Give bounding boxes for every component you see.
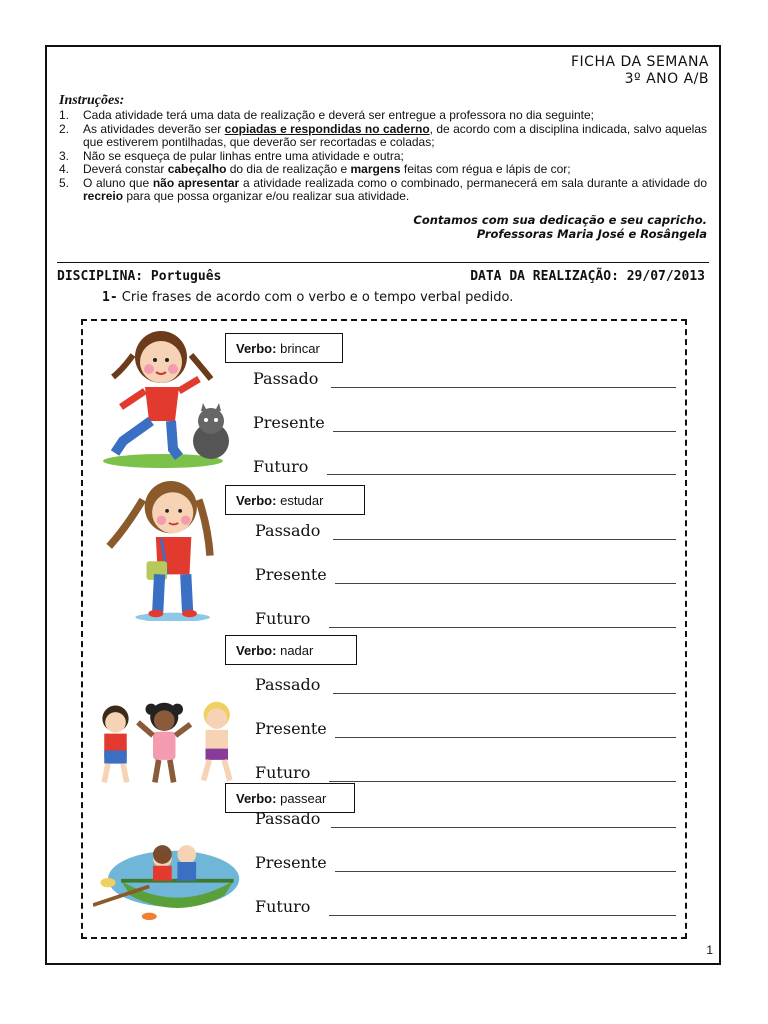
verb-value: brincar bbox=[280, 341, 320, 356]
instruction-text: para que possa organizar e/ou realizar sua atividade. bbox=[123, 189, 410, 203]
instruction-number: 4. bbox=[59, 162, 70, 176]
verb-label: Verbo: bbox=[236, 643, 277, 658]
instruction-text: Cada atividade terá uma data de realização e deverá ser entregue a professora no dia seguinte; bbox=[83, 108, 594, 122]
instruction-text: feitas com régua e lápis de cor; bbox=[400, 162, 571, 176]
instruction-text: do dia de realização e bbox=[226, 162, 351, 176]
tense-future-label: Futuro bbox=[255, 609, 311, 628]
discipline-label: DISCIPLINA: Português bbox=[57, 269, 222, 284]
tense-past-label: Passado bbox=[255, 675, 321, 694]
question-prompt bbox=[102, 290, 513, 305]
verb-box bbox=[225, 333, 343, 363]
answer-line[interactable] bbox=[331, 827, 676, 828]
tense-present-label: Presente bbox=[255, 565, 327, 584]
instruction-number: 1. bbox=[59, 108, 70, 122]
tense-past-label: Passado bbox=[255, 809, 321, 828]
tense-present-label: Presente bbox=[253, 413, 325, 432]
teachers-signature: Professoras Maria José e Rosângela bbox=[476, 227, 707, 241]
verb-value: passear bbox=[280, 791, 327, 806]
tense-future-label: Futuro bbox=[255, 763, 311, 782]
instruction-emphasis: recreio bbox=[83, 189, 124, 203]
answer-line[interactable] bbox=[335, 737, 676, 738]
answer-line[interactable] bbox=[329, 627, 676, 628]
instruction-item bbox=[59, 177, 707, 204]
exercise-block bbox=[83, 787, 685, 937]
verb-label: Verbo: bbox=[236, 791, 277, 806]
answer-line[interactable] bbox=[329, 915, 676, 916]
instruction-text: Deverá constar bbox=[83, 162, 168, 176]
exercise-block bbox=[83, 635, 685, 785]
page-number: 1 bbox=[706, 943, 713, 957]
instruction-emphasis: margens bbox=[350, 162, 401, 176]
verb-value: nadar bbox=[280, 643, 314, 658]
class-label: 3º ANO A/B bbox=[624, 71, 709, 87]
worksheet-page bbox=[45, 45, 721, 965]
answer-line[interactable] bbox=[331, 387, 676, 388]
instruction-number: 5. bbox=[59, 175, 70, 190]
answer-line[interactable] bbox=[335, 583, 676, 584]
verb-label: Verbo: bbox=[236, 341, 277, 356]
answer-line[interactable] bbox=[333, 693, 676, 694]
closing-line: Contamos com sua dedicação e seu capricho. bbox=[413, 213, 707, 227]
tense-past-label: Passado bbox=[255, 521, 321, 540]
verb-box bbox=[225, 485, 365, 515]
cutout-area bbox=[81, 319, 687, 939]
divider-line bbox=[57, 262, 709, 263]
instruction-item bbox=[59, 123, 707, 150]
verb-label: Verbo: bbox=[236, 493, 277, 508]
instruction-item bbox=[59, 163, 707, 177]
answer-line[interactable] bbox=[327, 474, 676, 475]
tense-future-label: Futuro bbox=[253, 457, 309, 476]
instructions-heading: Instruções: bbox=[59, 93, 125, 108]
answer-line[interactable] bbox=[329, 781, 676, 782]
question-number: 1- bbox=[102, 290, 118, 305]
tense-future-label: Futuro bbox=[255, 897, 311, 916]
verb-box bbox=[225, 635, 357, 665]
instruction-number: 2. bbox=[59, 121, 70, 136]
instruction-emphasis: não apresentar bbox=[152, 175, 240, 190]
verb-value: estudar bbox=[280, 493, 324, 508]
tense-present-label: Presente bbox=[255, 719, 327, 738]
girl-running-with-cat-illustration bbox=[93, 329, 243, 469]
instruction-text: , de acordo com a disciplina indicada, salvo aquelas que estiverem pontilhadas, que deverão ser recortadas e coladas; bbox=[83, 121, 707, 149]
date-label: DATA DA REALIZAÇÃO: 29/07/2013 bbox=[470, 269, 705, 284]
children-rowing-boat-illustration bbox=[93, 807, 243, 947]
instruction-text: a atividade realizada como o combinado, permanecerá em sala durante a atividade do bbox=[239, 175, 707, 190]
instruction-number: 3. bbox=[59, 148, 70, 163]
sheet-title: FICHA DA SEMANA bbox=[570, 54, 709, 70]
instruction-emphasis: cabeçalho bbox=[167, 162, 227, 176]
exercise-block bbox=[83, 481, 685, 631]
instructions-list bbox=[59, 109, 707, 204]
instruction-item bbox=[59, 150, 707, 164]
question-text: Crie frases de acordo com o verbo e o tempo verbal pedido. bbox=[121, 290, 514, 305]
instruction-text: O aluno que bbox=[83, 175, 153, 190]
instruction-text: As atividades deverão ser bbox=[83, 121, 225, 136]
tense-past-label: Passado bbox=[253, 369, 319, 388]
closing-note bbox=[413, 213, 707, 241]
instruction-text: Não se esqueça de pular linhas entre uma atividade e outra; bbox=[83, 148, 404, 163]
answer-line[interactable] bbox=[333, 539, 676, 540]
instruction-emphasis: copiadas e respondidas no caderno bbox=[224, 121, 430, 136]
exercise-block bbox=[83, 327, 685, 477]
tense-present-label: Presente bbox=[255, 853, 327, 872]
girl-with-bag-illustration bbox=[93, 481, 243, 621]
answer-line[interactable] bbox=[333, 431, 676, 432]
instruction-item bbox=[59, 109, 707, 123]
answer-line[interactable] bbox=[335, 871, 676, 872]
